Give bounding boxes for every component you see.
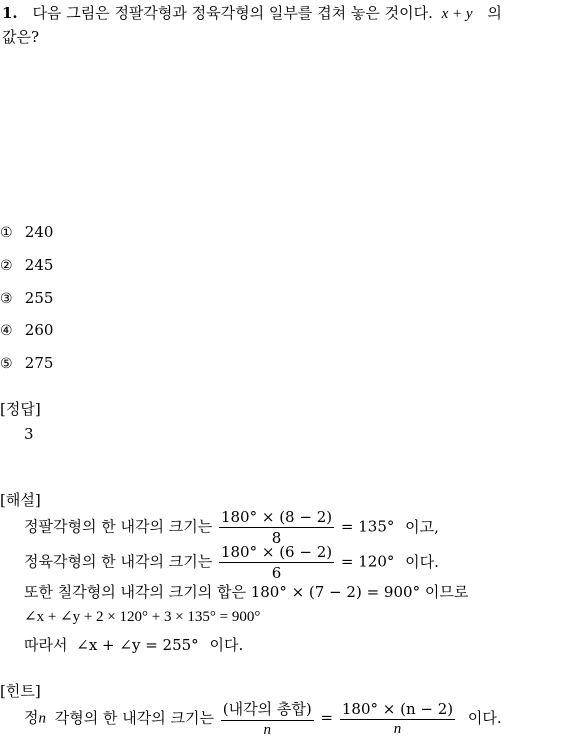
choice-mark: ① bbox=[0, 225, 13, 241]
solution-l2-fraction bbox=[219, 543, 334, 582]
question-number: 1. bbox=[2, 4, 18, 22]
fraction-denominator: 8 bbox=[271, 529, 282, 547]
solution-l1-suffix: 이고, bbox=[405, 517, 439, 536]
fraction-denominator: n bbox=[263, 722, 271, 738]
solution-line-5 bbox=[24, 634, 243, 655]
choice-1[interactable] bbox=[0, 223, 53, 241]
hint-fraction-2 bbox=[340, 700, 455, 738]
choice-2[interactable] bbox=[0, 256, 53, 274]
solution-line-1 bbox=[24, 508, 439, 547]
fraction-numerator: (내각의 총합) bbox=[221, 698, 314, 721]
figure-area bbox=[0, 66, 569, 216]
solution-l2-prefix: 정육각형의 한 내각의 크기는 bbox=[24, 552, 213, 571]
choice-value: 245 bbox=[24, 256, 54, 274]
answer-label: [정답] bbox=[0, 400, 41, 418]
fraction-numerator: 180° × (n − 2) bbox=[341, 699, 454, 718]
question-math: x + y bbox=[441, 6, 473, 22]
hint-mid: 각형의 한 내각의 크기는 bbox=[54, 708, 214, 727]
choice-4[interactable] bbox=[0, 321, 53, 339]
choice-mark: ⑤ bbox=[0, 356, 13, 372]
solution-line-2 bbox=[24, 543, 439, 582]
solution-l2-result: = 120° bbox=[340, 552, 395, 571]
solution-line-3: 또한 칠각형의 내각의 크기의 합은 180° × (7 − 2) = 900° 이므로 bbox=[24, 583, 469, 601]
choice-3[interactable] bbox=[0, 289, 53, 307]
hint-line bbox=[24, 698, 502, 739]
solution-l1-result: = 135° bbox=[340, 517, 395, 536]
fraction-numerator: 180° × (6 − 2) bbox=[220, 543, 333, 561]
solution-l5-prefix: 따라서 bbox=[24, 636, 68, 654]
choice-value: 255 bbox=[24, 289, 54, 307]
solution-line-4: ∠x + ∠y + 2 × 120° + 3 × 135° = 900° bbox=[24, 609, 261, 625]
solution-l1-prefix: 정팔각형의 한 내각의 크기는 bbox=[24, 517, 213, 536]
fraction-numerator: 180° × (8 − 2) bbox=[220, 508, 333, 526]
fraction-denominator: 6 bbox=[271, 564, 282, 582]
question-line-1 bbox=[2, 2, 502, 23]
hint-suffix: 이다. bbox=[467, 708, 502, 727]
hint-equals: = bbox=[320, 708, 334, 727]
choice-value: 240 bbox=[24, 223, 54, 241]
question-line-2: 값은? bbox=[2, 28, 40, 46]
choice-value: 275 bbox=[24, 354, 54, 372]
question-text: 다음 그림은 정팔각형과 정육각형의 일부를 겹쳐 놓은 것이다. bbox=[32, 4, 433, 22]
hint-label: [힌트] bbox=[0, 682, 41, 700]
hint-prefix: 정 bbox=[24, 708, 39, 727]
solution-l5-math: ∠x + ∠y = 255° bbox=[76, 636, 199, 654]
hint-n: n bbox=[38, 710, 46, 727]
question-suffix: 의 bbox=[487, 4, 502, 22]
fraction-denominator: n bbox=[393, 720, 402, 737]
choice-mark: ④ bbox=[0, 323, 13, 339]
solution-l1-fraction bbox=[219, 508, 334, 547]
solution-l2-suffix: 이다. bbox=[405, 552, 439, 571]
solution-label: [해설] bbox=[0, 491, 41, 509]
choice-value: 260 bbox=[24, 321, 54, 339]
hint-fraction-1 bbox=[221, 698, 314, 739]
choice-5[interactable] bbox=[0, 354, 53, 372]
choice-mark: ③ bbox=[0, 291, 13, 307]
answer-value: 3 bbox=[24, 425, 34, 443]
choice-mark: ② bbox=[0, 258, 13, 274]
solution-l5-suffix: 이다. bbox=[209, 636, 244, 654]
